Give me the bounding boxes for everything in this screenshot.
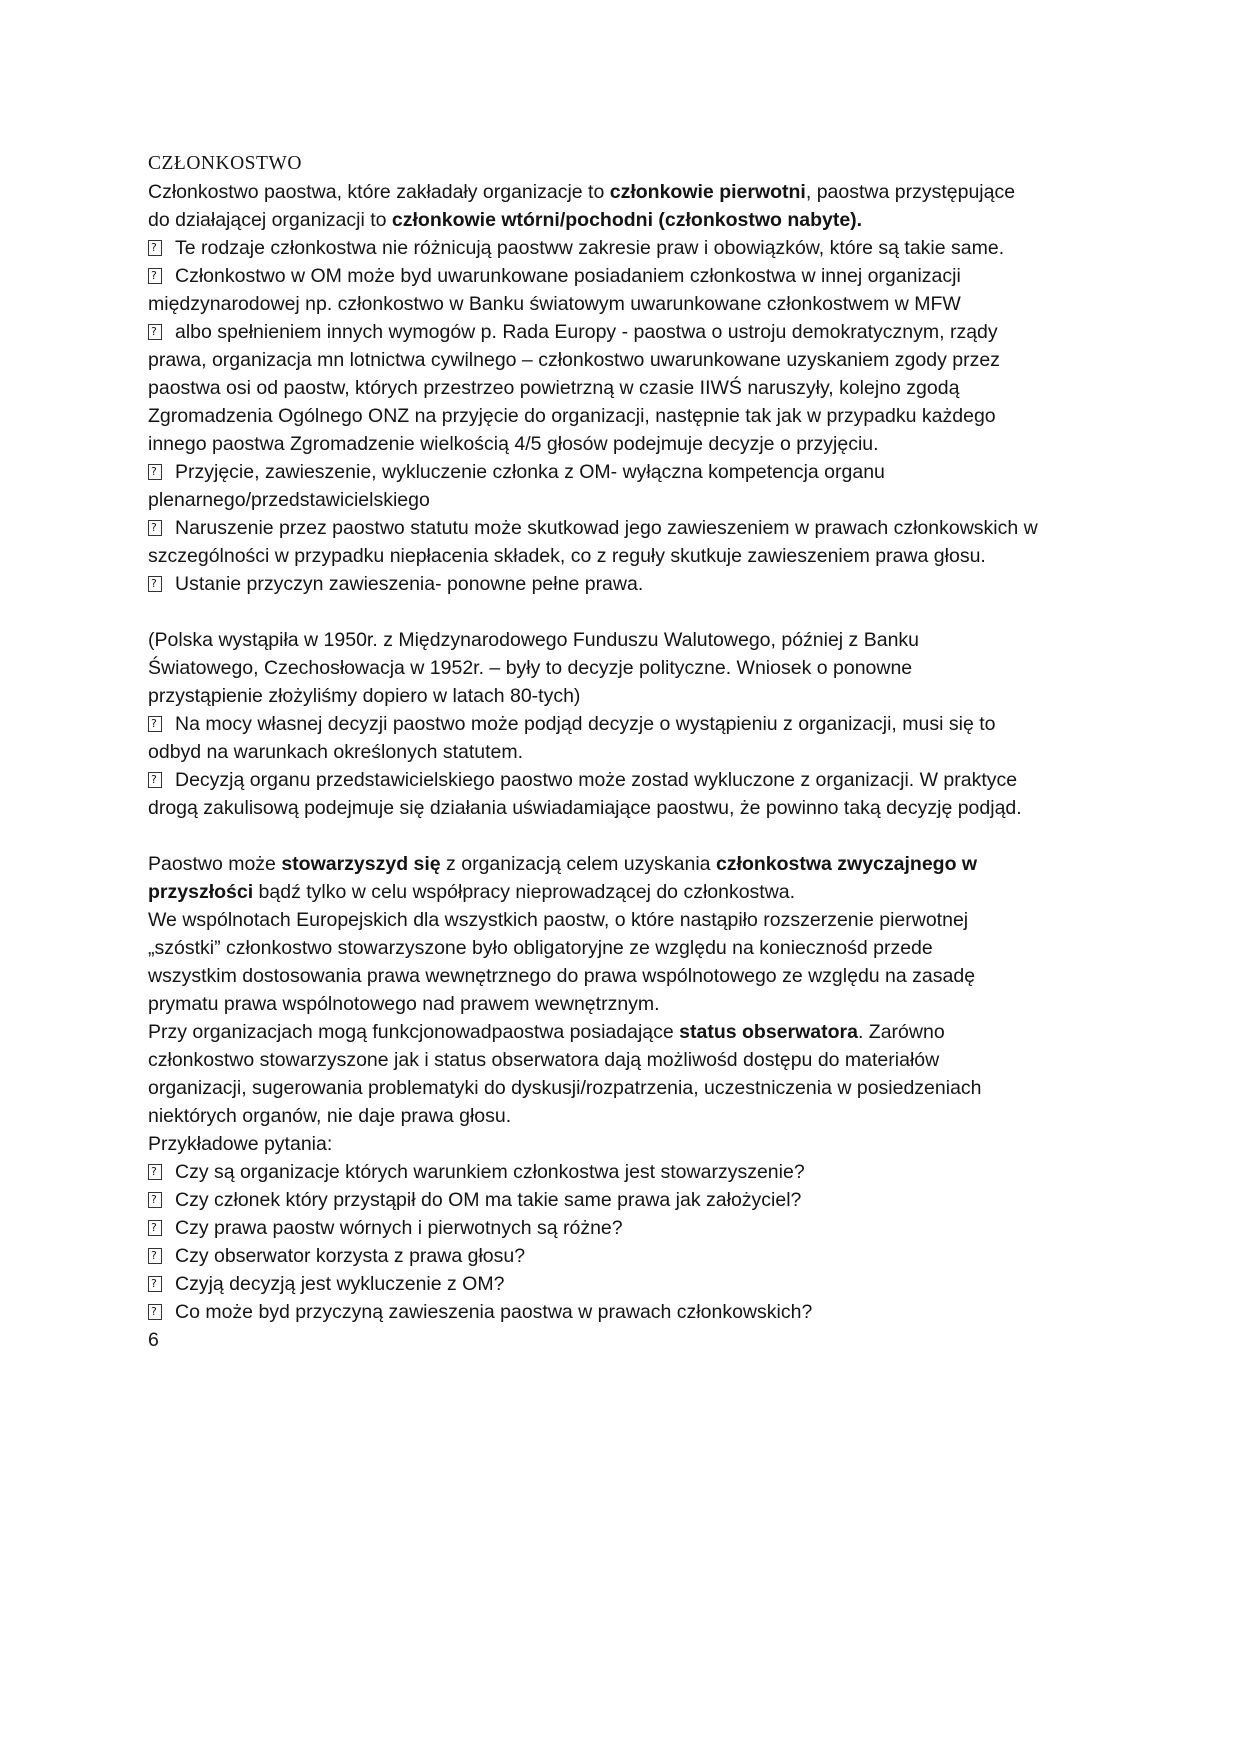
paragraph-line: Członkostwo paostwa, które zakładały organizacje to członkowie pierwotni, paostwa przystępujące <box>148 181 1016 203</box>
question-item: ?Czy członek który przystąpił do OM ma takie same prawa jak założyciel? <box>148 1186 1108 1214</box>
bold-term: członkostwa zwyczajnego w <box>715 853 978 875</box>
bullet-glyph-icon <box>148 240 162 256</box>
bullet-line: ?Członkostwo w OM może byd uwarunkowane posiadaniem członkostwa w innej organizacji <box>148 262 1108 290</box>
paragraph-line: organizacji, sugerowania problematyki do dyskusji/rozpatrzenia, uczestniczenia w posiedzeniach <box>148 1077 982 1099</box>
blank-line <box>148 822 1108 850</box>
paragraph-line: Przykładowe pytania: <box>148 1133 333 1155</box>
paragraph-line: niektórych organów, nie daje prawa głosu. <box>148 1105 512 1127</box>
bullet-line: ?Na mocy własnej decyzji paostwo może podjąd decyzje o wystąpieniu z organizacji, musi się to <box>148 710 1108 738</box>
paragraph-line: przyszłości bądź tylko w celu współpracy nieprowadzącej do członkostwa. <box>148 881 796 903</box>
bullet-line: ?albo spełnieniem innych wymogów p. Rada Europy - paostwa o ustroju demokratycznym, rządy <box>148 318 1108 346</box>
bullet-glyph-icon <box>148 268 162 284</box>
paragraph-line: Przy organizacjach mogą funkcjonowadpaostwa posiadające status obserwatora. Zarówno <box>148 1021 945 1043</box>
paragraph-line: We wspólnotach Europejskich dla wszystkich paostw, o które nastąpiło rozszerzenie pierwotnej <box>148 909 969 931</box>
question-item: ?Czyją decyzją jest wykluczenie z OM? <box>148 1270 1108 1298</box>
bullet-glyph-icon <box>148 1192 162 1208</box>
paragraph-line: wszystkim dostosowania prawa wewnętrznego do prawa wspólnotowego ze względu na zasadę <box>148 965 976 987</box>
bold-term: status obserwatora <box>679 1021 858 1043</box>
question-item: ?Co może byd przyczyną zawieszenia paostwa w prawach członkowskich? <box>148 1298 1108 1326</box>
paragraph-line: Paostwo może stowarzyszyd się z organizacją celem uzyskania członkostwa zwyczajnego w <box>148 853 978 875</box>
bullet-line: ?Te rodzaje członkostwa nie różnicują paostww zakresie praw i obowiązków, które są takie same. <box>148 234 1108 262</box>
paragraph-line: Zgromadzenia Ogólnego ONZ na przyjęcie do organizacji, następnie tak jak w przypadku każdego <box>148 405 996 427</box>
paragraph-line: innego paostwa Zgromadzenie wielkością 4/5 głosów podejmuje decyzje o przyjęciu. <box>148 433 879 455</box>
bold-term: przyszłości <box>148 881 254 903</box>
page-number: 6 <box>148 1329 159 1351</box>
bold-term: członkowie wtórni/pochodni (członkostwo nabyte). <box>391 209 863 231</box>
bullet-line: ?Naruszenie przez paostwo statutu może skutkowad jego zawieszeniem w prawach członkowskich w <box>148 514 1108 542</box>
bullet-glyph-icon <box>148 1248 162 1264</box>
bullet-glyph-icon <box>148 1276 162 1292</box>
paragraph-line: prawa, organizacja mn lotnictwa cywilnego – członkostwo uwarunkowane uzyskaniem zgody przez <box>148 349 1000 371</box>
bold-term: członkowie pierwotni <box>609 181 806 203</box>
paragraph-line: drogą zakulisową podejmuje się działania uświadamiające paostwu, że powinno taką decyzję podjąd. <box>148 797 1022 819</box>
paragraph-line: do działającej organizacji to członkowie wtórni/pochodni (członkostwo nabyte). <box>148 209 863 231</box>
paragraph-line: międzynarodowej np. członkostwo w Banku światowym uwarunkowane członkostwem w MFW <box>148 293 961 315</box>
question-item: ?Czy są organizacje których warunkiem członkostwa jest stowarzyszenie? <box>148 1158 1108 1186</box>
paragraph-line: (Polska wystąpiła w 1950r. z Międzynarodowego Funduszu Walutowego, później z Banku <box>148 629 920 651</box>
bullet-glyph-icon <box>148 1304 162 1320</box>
bullet-glyph-icon <box>148 464 162 480</box>
paragraph-line: plenarnego/przedstawicielskiego <box>148 489 430 511</box>
bullet-glyph-icon <box>148 772 162 788</box>
bullet-glyph-icon <box>148 576 162 592</box>
section-heading: CZŁONKOSTWO <box>148 153 302 174</box>
paragraph-line: członkostwo stowarzyszone jak i status obserwatora dają możliwośd dostępu do materiałów <box>148 1049 940 1071</box>
paragraph-line: prymatu prawa wspólnotowego nad prawem wewnętrznym. <box>148 993 660 1015</box>
question-item: ?Czy prawa paostw wórnych i pierwotnych są różne? <box>148 1214 1108 1242</box>
bullet-line: ?Ustanie przyczyn zawieszenia- ponowne pełne prawa. <box>148 570 1108 598</box>
bullet-line: ?Decyzją organu przedstawicielskiego paostwo może zostad wykluczone z organizacji. W praktyce <box>148 766 1108 794</box>
bullet-glyph-icon <box>148 1164 162 1180</box>
paragraph-line: szczególności w przypadku niepłacenia składek, co z reguły skutkuje zawieszeniem prawa głosu. <box>148 545 986 567</box>
paragraph-line: odbyd na warunkach określonych statutem. <box>148 741 524 763</box>
bullet-glyph-icon <box>148 716 162 732</box>
document-page <box>148 150 1108 1354</box>
paragraph-line: przystąpienie złożyliśmy dopiero w latach 80-tych) <box>148 685 581 707</box>
paragraph-line: „szóstki” członkostwo stowarzyszone było obligatoryjne ze względu na koniecznośd przede <box>148 937 933 959</box>
paragraph-line: Światowego, Czechosłowacja w 1952r. – były to decyzje polityczne. Wniosek o ponowne <box>148 657 913 679</box>
paragraph-line: paostwa osi od paostw, których przestrzeo powietrzną w czasie IIWŚ naruszyły, kolejno zgodą <box>148 377 960 399</box>
bold-term: stowarzyszyd się <box>281 853 441 875</box>
bullet-line: ?Przyjęcie, zawieszenie, wykluczenie członka z OM- wyłączna kompetencja organu <box>148 458 1108 486</box>
bullet-glyph-icon <box>148 1220 162 1236</box>
question-item: ?Czy obserwator korzysta z prawa głosu? <box>148 1242 1108 1270</box>
bullet-glyph-icon <box>148 520 162 536</box>
bullet-glyph-icon <box>148 324 162 340</box>
blank-line <box>148 598 1108 626</box>
